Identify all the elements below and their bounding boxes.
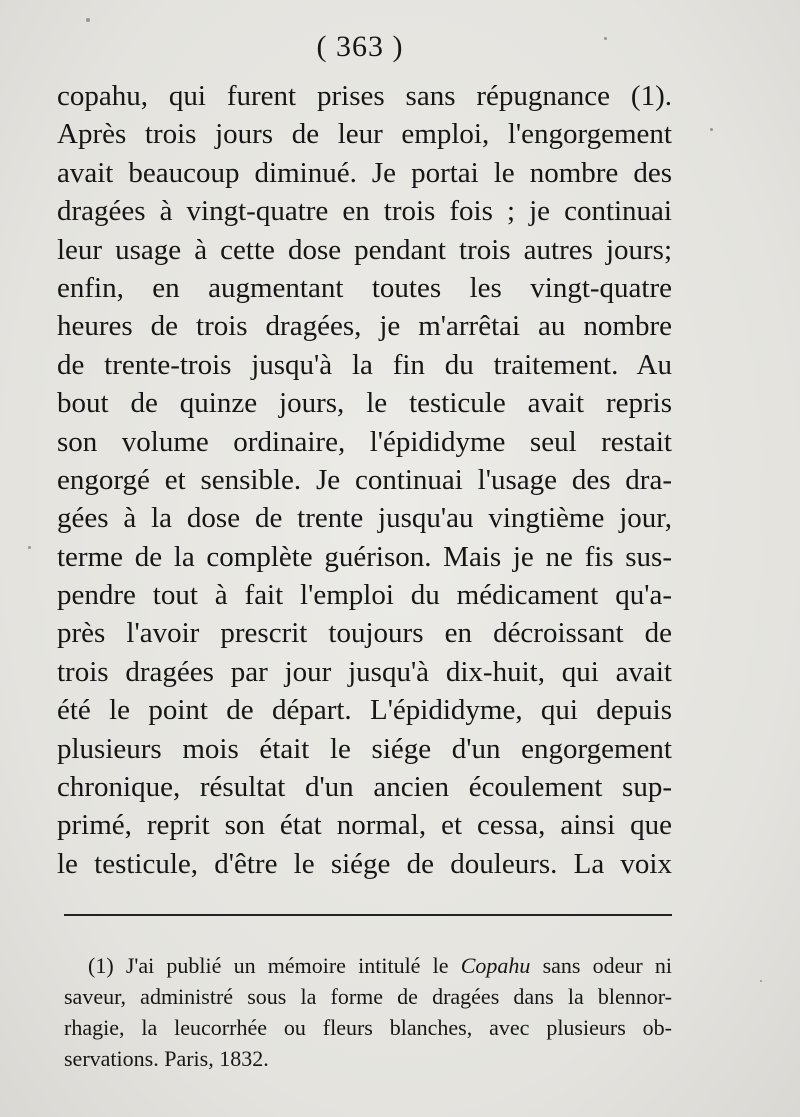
text-line: terme de la complète guérison. Mais je ne fis sus- [57, 540, 672, 573]
text-line: engorgé et sensible. Je continuai l'usage des dra- [57, 463, 672, 496]
text-line: enfin, en augmentant toutes les vingt-quatre [57, 271, 672, 304]
text-line: son volume ordinaire, l'épididyme seul restait [57, 425, 672, 458]
text-line: dragées à vingt-quatre en trois fois ; je continuai [57, 195, 672, 228]
footnote-text: (1) J'ai publié un mémoire intitulé le [88, 953, 449, 978]
text-line: plusieurs mois était le siége d'un engorgement [57, 732, 672, 765]
footnote-italic-title: Copahu [460, 953, 531, 978]
text-line: le testicule, d'être le siége de douleurs. La voix [57, 847, 672, 880]
text-line: leur usage à cette dose pendant trois autres jours; [57, 233, 672, 266]
paper-speck [710, 128, 713, 131]
text-line: copahu, qui furent prises sans répugnance (1). [57, 80, 672, 112]
text-line: chronique, résultat d'un ancien écoulement sup- [57, 771, 672, 804]
text-line: trois dragées par jour jusqu'à dix-huit, qui avait [57, 655, 672, 688]
text-line: bout de quinze jours, le testicule avait repris [57, 387, 672, 420]
footnote-text: sans odeur ni [542, 953, 672, 978]
footnote-line [64, 950, 672, 981]
text-line: été le point de départ. L'épididyme, qui depuis [57, 694, 672, 727]
text-line: heures de trois dragées, je m'arrêtai au nombre [57, 310, 672, 343]
text-line: avait beaucoup diminué. Je portai le nombre des [57, 156, 672, 189]
text-line: Après trois jours de leur emploi, l'engorgement [57, 118, 672, 151]
body-text [57, 77, 672, 883]
page-number: ( 363 ) [316, 30, 404, 63]
text-line: de trente-trois jusqu'à la fin du traitement. Au [57, 348, 672, 381]
text-line: primé, reprit son état normal, et cessa, ainsi que [57, 809, 672, 842]
footnote [64, 950, 672, 1074]
footnote-line: saveur, administré sous la forme de dragées dans la blennor- [64, 984, 672, 1009]
footnote-line: rhagie, la leucorrhée ou fleurs blanches, avec plusieurs ob- [64, 1015, 672, 1040]
footnote-divider [64, 914, 672, 916]
footnote-line: servations. Paris, 1832. [64, 1046, 269, 1071]
paper-speck [604, 37, 607, 40]
text-line: pendre tout à fait l'emploi du médicament qu'a- [57, 579, 672, 612]
paper-speck [760, 980, 762, 982]
paper-speck [86, 18, 90, 22]
text-line: près l'avoir prescrit toujours en décroissant de [57, 617, 672, 650]
text-line: gées à la dose de trente jusqu'au vingtième jour, [57, 502, 672, 535]
paper-speck [28, 546, 31, 549]
